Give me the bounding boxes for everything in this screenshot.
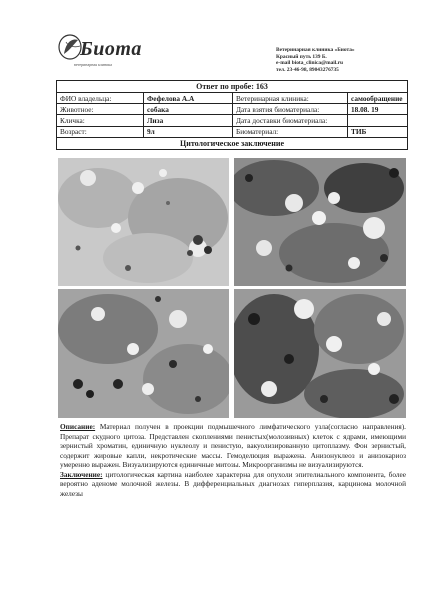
description-paragraph: [60, 422, 406, 470]
micrograph-1: [58, 158, 229, 286]
sample-info-table: [56, 80, 408, 150]
age-label: Возраст:: [57, 126, 144, 137]
clinic-line: Красный путь 139 Б.: [276, 53, 327, 60]
age-value: 9л: [144, 126, 233, 137]
pet-name-label: Кличка:: [57, 115, 144, 126]
clinic-line: e-mail biota_clinica@mail.ru: [276, 60, 343, 67]
clinic-label: Ветеринарная клиника:: [233, 93, 348, 104]
table-row: [57, 93, 408, 104]
owner-label: ФИО владельца:: [57, 93, 144, 104]
collection-date-label: Дата взятия биоматериала:: [233, 104, 348, 115]
description-label: Описание:: [60, 422, 96, 431]
delivery-date-label: Дата доставки биоматериала:: [233, 115, 348, 126]
clinic-contacts: [276, 47, 355, 73]
table-row: [57, 126, 408, 137]
clinic-logo: [58, 32, 142, 72]
animal-value: собака: [144, 104, 233, 115]
conclusion-header: Цитологическое заключение: [57, 137, 408, 149]
table-row: [57, 104, 408, 115]
conclusion-text: цитологическая картина наиболее характерна для опухоли эпителиального компонента, более вероятно аденоме молочной железы. В дифференциальных диагнозах гиперплазия, карцинома молочной железы: [60, 469, 406, 498]
micrograph-2: [234, 158, 406, 286]
clinic-line: тел. 23-46-98, 89043276735: [276, 66, 339, 73]
table-row: [57, 115, 408, 126]
conclusion-paragraph: [60, 470, 406, 499]
collection-date-value: 18.08. 19: [348, 104, 408, 115]
animal-label: Животное:: [57, 104, 144, 115]
logo-tagline: ветеринарная клиника: [74, 62, 112, 67]
biomaterial-label: Биоматериал:: [233, 126, 348, 137]
pet-name-value: Лиза: [144, 115, 233, 126]
micrograph-3: [58, 289, 229, 418]
clinic-line: Ветеринарная клиника «Биота»: [276, 47, 355, 53]
conclusion-label: Заключение:: [60, 469, 103, 479]
delivery-date-value: [348, 115, 408, 126]
clinic-value: самообращение: [348, 93, 408, 104]
report-title: Ответ по пробе: 163: [57, 81, 408, 93]
logo-name: Биота: [80, 38, 142, 60]
micrograph-grid: [58, 158, 408, 418]
micrograph-4: [234, 289, 406, 418]
report-text: [60, 422, 406, 498]
owner-value: Фефелова А.А: [144, 93, 233, 104]
biomaterial-value: ТИБ: [348, 126, 408, 137]
description-text: Материал получен в проекции подмышечного лимфатического узла(согласно направления). Препарат скудного цитоза. Представлен скоплениями пенистых(молозивных) клеток с ядрами, имеющими зернистый хроматин, единичную нуклеолу и пенистую, вакуолизированную цитоплазму. Фон зернистый, содержит жировые капли, некротические массы. Гемоделюция выражена. Анизонуклеоз и анизокариоз умеренно выражен. Визуализируются единичные митозы. Микроорганизмы не визуализируются.: [60, 422, 406, 469]
